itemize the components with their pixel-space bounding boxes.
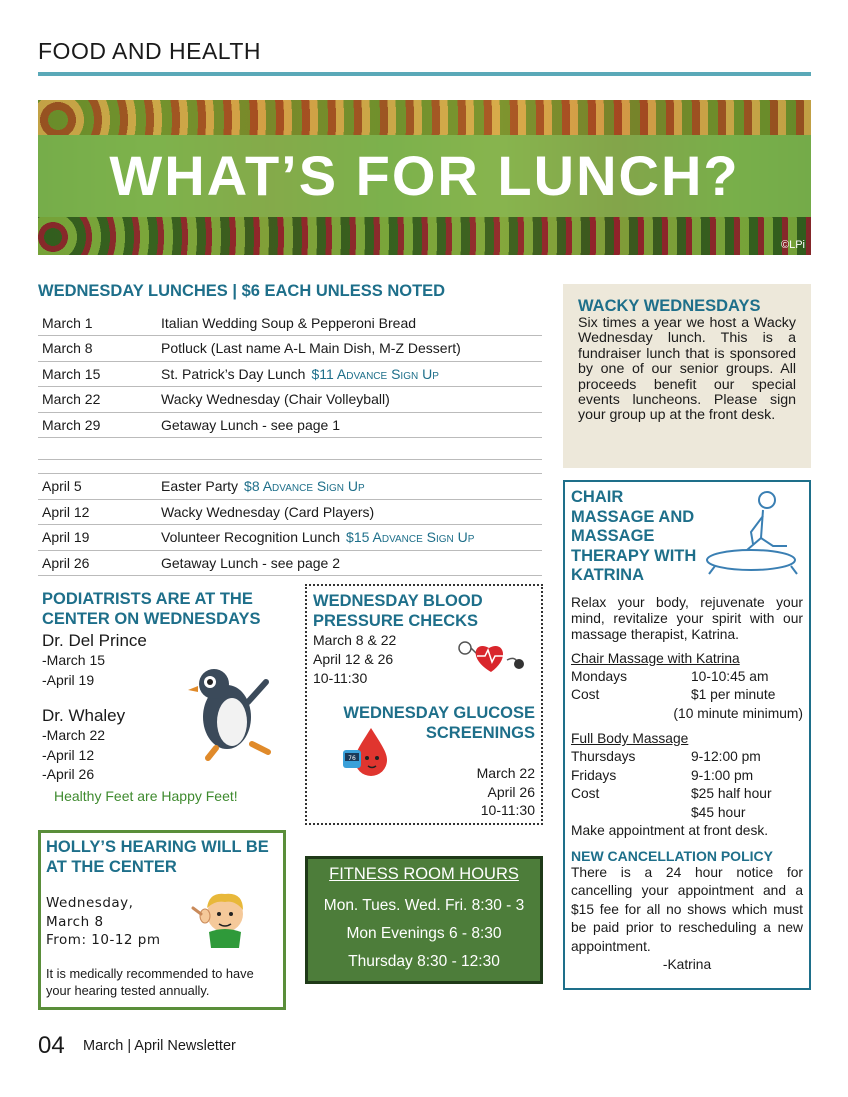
massage-icon — [703, 488, 803, 581]
full-extra-text: $45 hour — [691, 804, 746, 820]
doctor-date: -March 15 — [42, 652, 106, 668]
hearing-when-line: Wednesday, — [46, 895, 134, 911]
april-lunch-table — [38, 473, 542, 576]
lunch-row — [38, 336, 542, 362]
lunch-item-cell — [157, 310, 542, 336]
lunch-row — [38, 499, 542, 525]
bp-line: 10-11:30 — [313, 670, 368, 686]
chair-row-value: $1 per minute — [691, 687, 776, 702]
signup-note: $11 Advance Sign Up — [311, 365, 439, 382]
hearing-box — [38, 830, 286, 1010]
signup-note: $8 Advance Sign Up — [244, 478, 365, 495]
podiatry-title: PODIATRISTS ARE AT THE CENTER ON WEDNESDAYS — [42, 590, 261, 628]
bp-title: WEDNESDAY BLOOD PRESSURE CHECKS — [313, 592, 483, 630]
page-number: 04 — [38, 1032, 65, 1059]
lunch-date: April 12 — [38, 499, 157, 525]
doctor-name: Dr. Del Prince — [42, 631, 147, 650]
glucose-dates — [477, 764, 535, 820]
section-title: FOOD AND HEALTH — [38, 38, 262, 64]
appointment-note: Make appointment at front desk. — [571, 823, 769, 838]
banner-credit: ©LPi — [780, 239, 805, 251]
lunch-item-cell — [157, 412, 542, 438]
lunch-item: Wacky Wednesday (Card Players) — [161, 503, 375, 520]
doctor-date: -April 12 — [42, 746, 95, 763]
chair-row-label: Cost — [571, 687, 600, 702]
massage-intro: Relax your body, rejuvenate your mind, revitalize your spirit with our massage therapist, Katrina. — [571, 594, 803, 642]
lunch-item-cell — [157, 550, 542, 576]
bp-line: April 12 & 26 — [313, 651, 394, 667]
cancellation-body: There is a 24 hour notice for cancelling your appointment and a $15 fee for all no shows which must be paid prior to rescheduling a new appointment. — [571, 864, 803, 954]
chair-row-value: 10-10:45 am — [691, 668, 769, 684]
lunch-row — [38, 525, 542, 551]
wacky-body: Six times a year we host a Wacky Wednesday lunch. This is a fundraiser lunch that is sponsored by one of our senior groups. All proceeds benefit our special events luncheons. Please sign your group up at the front desk. — [578, 315, 796, 424]
hearing-when-line: March 8 — [46, 913, 104, 930]
wacky-title: WACKY WEDNESDAYS — [578, 297, 761, 315]
lunch-row — [38, 387, 542, 413]
lunch-date: March 22 — [38, 387, 157, 413]
fitness-line: Mon. Tues. Wed. Fri. 8:30 - 3 — [323, 897, 525, 914]
heart-monitor-icon — [457, 638, 527, 681]
lunch-date: April 26 — [38, 550, 157, 576]
hearing-note: It is medically recommended to have your hearing tested annually. — [46, 965, 254, 998]
fitness-title: FITNESS ROOM HOURS — [329, 865, 519, 883]
lunch-item: Easter Party — [161, 478, 239, 495]
chair-row — [571, 686, 803, 705]
signature: -Katrina — [662, 957, 712, 972]
footer-text: March | April Newsletter — [83, 1038, 236, 1054]
lunch-item: Italian Wedding Soup & Pepperoni Bread — [161, 314, 417, 331]
full-row-value: 9-1:00 pm — [691, 767, 754, 783]
full-row-value: 9-12:00 pm — [691, 749, 761, 764]
lunch-date: April 5 — [38, 474, 157, 500]
glucose-title: WEDNESDAY GLUCOSE SCREENINGS — [343, 704, 535, 742]
banner-title: WHAT’S FOR LUNCH? — [109, 144, 740, 207]
full-extra — [571, 804, 803, 823]
glucose-line: April 26 — [487, 783, 535, 800]
meter-reading: 76 — [348, 755, 356, 762]
lunch-item-cell — [157, 387, 542, 413]
lunch-date: April 19 — [38, 525, 157, 551]
blood-pressure-box — [305, 584, 543, 825]
full-row — [571, 785, 803, 804]
full-row — [571, 767, 803, 786]
lunch-item: St. Patrick’s Day Lunch — [161, 365, 306, 382]
full-massage-heading: Full Body Massage — [571, 731, 689, 746]
full-row-value: $25 half hour — [691, 786, 772, 801]
lunch-date: March 29 — [38, 412, 157, 438]
lunch-row — [38, 412, 542, 438]
chair-row-label: Mondays — [571, 668, 627, 684]
full-row-label: Fridays — [571, 767, 617, 783]
lunch-row — [38, 361, 542, 387]
fitness-line: Thursday 8:30 - 12:30 — [348, 953, 500, 970]
vegetables-image-bottom — [38, 217, 811, 255]
lunch-row — [38, 310, 542, 336]
doctor-date: -April 26 — [42, 766, 95, 782]
full-row — [571, 748, 803, 767]
massage-box — [563, 480, 811, 990]
full-row-label: Thursdays — [571, 749, 636, 764]
chair-massage-heading: Chair Massage with Katrina — [571, 650, 740, 666]
massage-title: CHAIR MASSAGE AND MASSAGE THERAPY WITH KATRINA — [571, 488, 697, 584]
lunch-date: March 8 — [38, 336, 157, 362]
vegetables-image-top — [38, 100, 811, 135]
chair-note — [571, 705, 803, 724]
glucose-line: March 22 — [476, 765, 535, 781]
wacky-wednesdays-box — [563, 284, 811, 468]
fitness-room-box — [305, 856, 543, 984]
lunch-date: March 15 — [38, 361, 157, 387]
lunch-row — [38, 474, 542, 500]
title-rule — [38, 72, 811, 76]
feet-tagline: Healthy Feet are Happy Feet! — [54, 787, 238, 804]
lunch-item: Potluck (Last name A-L Main Dish, M-Z Dessert) — [161, 340, 461, 357]
lunch-item-cell — [157, 525, 542, 551]
lunch-banner — [38, 100, 811, 255]
cancellation-title: NEW CANCELLATION POLICY — [571, 847, 773, 864]
lunch-heading: WEDNESDAY LUNCHES | $6 EACH UNLESS NOTED — [38, 282, 446, 300]
hearing-when-line: From: 10-12 pm — [46, 932, 161, 948]
lunch-item-cell — [157, 499, 542, 525]
hearing-title: HOLLY’S HEARING WILL BE AT THE CENTER — [46, 838, 269, 876]
doctor-date: -March 22 — [42, 727, 106, 743]
listening-kid-icon — [189, 888, 261, 955]
march-lunch-table — [38, 310, 542, 460]
fitness-line: Mon Evenings 6 - 8:30 — [346, 925, 502, 942]
lunch-item: Getaway Lunch - see page 1 — [161, 416, 341, 433]
lunch-item-cell — [157, 336, 542, 362]
bp-line: March 8 & 22 — [313, 632, 397, 648]
spacer-row — [38, 438, 542, 460]
lunch-date: March 1 — [38, 310, 157, 336]
doctor-date: -April 19 — [42, 671, 95, 688]
lunch-item-cell — [157, 474, 542, 500]
penguin-icon — [182, 662, 272, 767]
lunch-row — [38, 550, 542, 576]
lunch-item: Getaway Lunch - see page 2 — [161, 554, 341, 571]
signup-note: $15 Advance Sign Up — [346, 529, 475, 546]
blood-drop-icon — [343, 726, 389, 779]
lunch-item-cell — [157, 361, 542, 387]
glucose-line: 10-11:30 — [480, 802, 535, 818]
doctor-name: Dr. Whaley — [42, 706, 126, 725]
chair-row — [571, 668, 803, 687]
lunch-item: Volunteer Recognition Lunch — [161, 529, 341, 546]
lunch-item: Wacky Wednesday (Chair Volleyball) — [161, 391, 390, 408]
chair-note-text: (10 minute minimum) — [673, 705, 803, 721]
full-row-label: Cost — [571, 786, 600, 801]
